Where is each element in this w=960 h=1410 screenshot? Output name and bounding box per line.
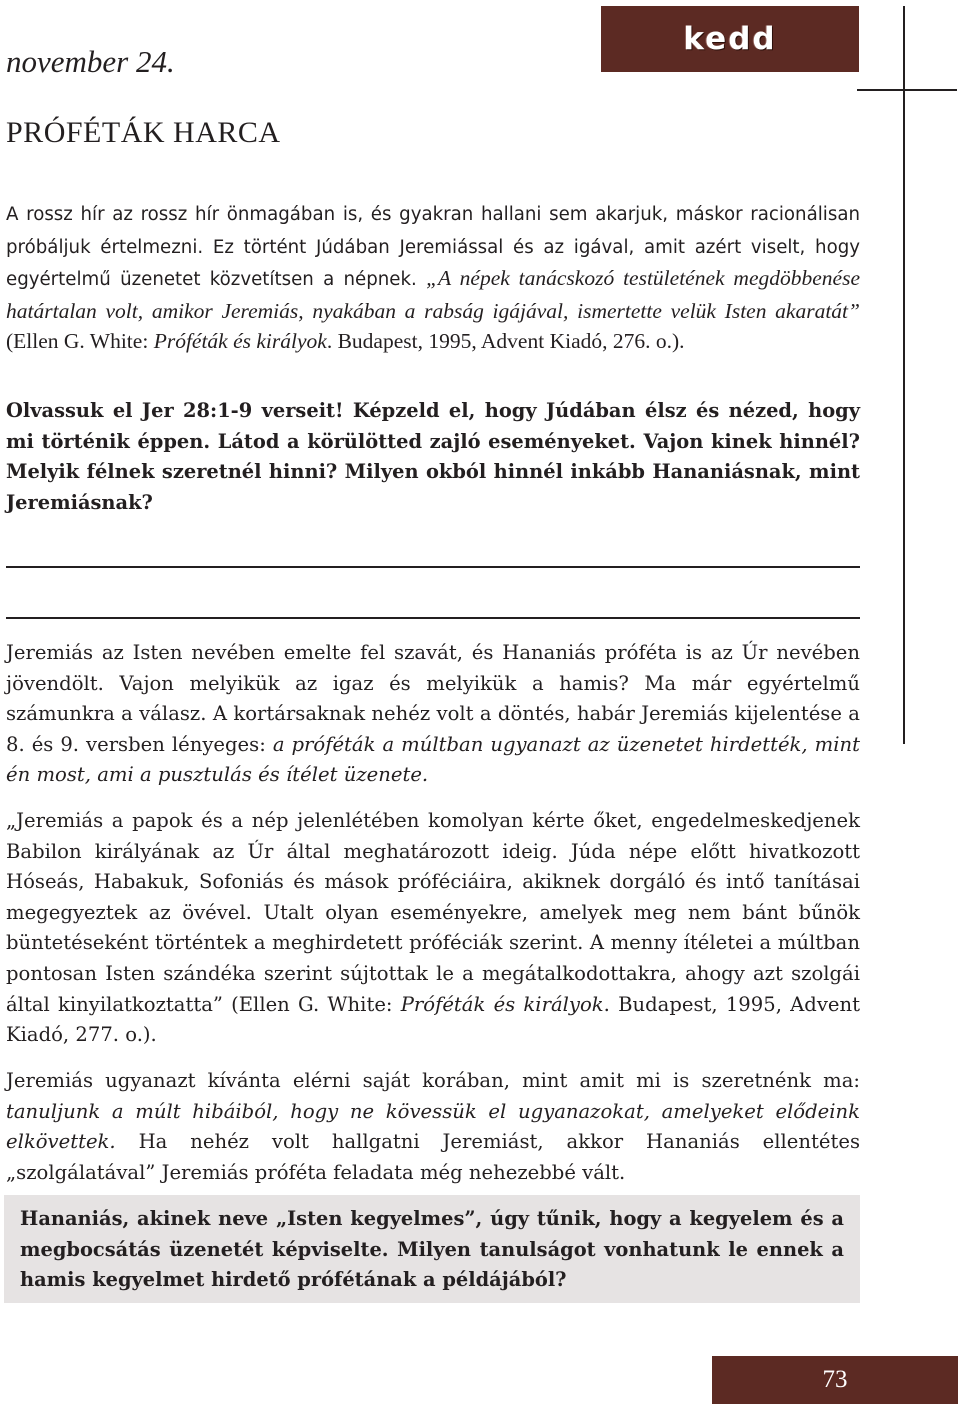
paragraph-three-text: „Jeremiás a papok és a nép jelenlétében komolyan kérte őket, engedelmeskedjenek Babilon királyának az Úr által meghatározott ideig. Júda népe előtt hivatkozott Hóseás, Habakuk, Sofoniás és mások próféciáira, akiknek dorgáló és intő tanításai megegyeztek az övével. Utalt olyan eseményekre, amelyek meg nem bánt bűnök büntetéseként történtek a meghirdetett próféciák szerint. A menny ítéletei a múltban pontosan Isten szándéka szerint sújtottak le a megátalkodottakra, ahogy azt szolgái által kinyilatkoztatta” (Ellen G. White: xyxy=(6,809,860,1016)
intro-text: A rossz hír az rossz hír önmagában is, és gyakran hallani sem akarjuk, máskor racionálisan próbáljuk értelmezni. Ez történt Júdában Jeremiással és az igával, amit azért viselt, hogy egyértelmű üzenetet közvetítsen a népnek. xyxy=(6,204,860,291)
paragraph-three xyxy=(6,806,860,1051)
page-number-box xyxy=(712,1356,958,1404)
day-label: kedd xyxy=(683,21,777,57)
paragraph-four-italic: tanuljunk a múlt hibáiból, hogy ne kövessük el ugyanazokat, amelyeket elődeink elkövettek. xyxy=(6,1099,860,1154)
paragraph-four-post: Ha nehéz volt hallgatni Jeremiást, akkor Hananiás ellentétes „szolgálatával” Jeremiás próféta feladata még nehezebbé vált. xyxy=(6,1130,860,1184)
paragraph-three-post: . Budapest, 1995, Advent Kiadó, 277. o.). xyxy=(6,992,860,1047)
reflection-question: Hananiás, akinek neve „Isten kegyelmes”, úgy tűnik, hogy a kegyelem és a megbocsátás üzenetét képviselte. Milyen tanulságot vonhatunk le ennek a hamis kegyelmet hirdető prófétának a példájából? xyxy=(20,1207,844,1292)
page-title: PRÓFÉTÁK HARCA xyxy=(6,116,281,149)
paragraph-three-book: Próféták és királyok xyxy=(400,992,604,1016)
intro-cite-pre: (Ellen G. White: xyxy=(6,329,154,354)
answer-line-2 xyxy=(6,617,860,619)
paragraph-two xyxy=(6,638,860,791)
day-badge xyxy=(601,6,859,72)
paragraph-two-italic: a próféták a múltban ugyanazt az üzenetet hirdették, mint én most, ami a pusztulás és ítélet üzenete. xyxy=(6,732,860,787)
intro-cite-book: Próféták és királyok xyxy=(153,329,327,354)
reflection-box xyxy=(4,1195,860,1303)
intro-cite-post: . Budapest, 1995, Advent Kiadó, 276. o.). xyxy=(326,329,685,354)
intro-quote: „A népek tanácskozó testületének megdöbbenése határtalan volt, amikor Jeremiás, nyakában a rabság igájával, ismertette velük Isten akaratát” xyxy=(6,266,860,323)
reading-question: Olvassuk el Jer 28:1-9 verseit! Képzeld el, hogy Júdában élsz és nézed, hogy mi történik éppen. Látod a körülötted zajló eseményeket. Vajon kinek hinnél? Melyik félnek szeretnél hinni? Milyen okból hinnél inkább Hananiásnak, mint Jeremiásnak? xyxy=(6,399,860,514)
answer-line-1 xyxy=(6,566,860,568)
paragraph-two-text: Jeremiás az Isten nevében emelte fel szavát, és Hananiás próféta is az Úr nevében jövendölt. Vajon melyikük az igaz és melyikük a hamis? Ma már egyértelmű számunkra a válasz. A kortársaknak nehéz volt a döntés, habár Jeremiás kijelentése a 8. és 9. versben lényeges: xyxy=(6,641,860,756)
vertical-rule xyxy=(903,6,905,744)
page-number: 73 xyxy=(822,1366,848,1393)
date-label: november 24. xyxy=(6,44,175,79)
horizontal-rule xyxy=(857,89,957,91)
paragraph-four xyxy=(6,1066,860,1188)
paragraph-four-text: Jeremiás ugyanazt kívánta elérni saját korában, mint amit mi is szeretnénk ma: xyxy=(6,1069,860,1092)
intro-paragraph xyxy=(6,198,860,357)
